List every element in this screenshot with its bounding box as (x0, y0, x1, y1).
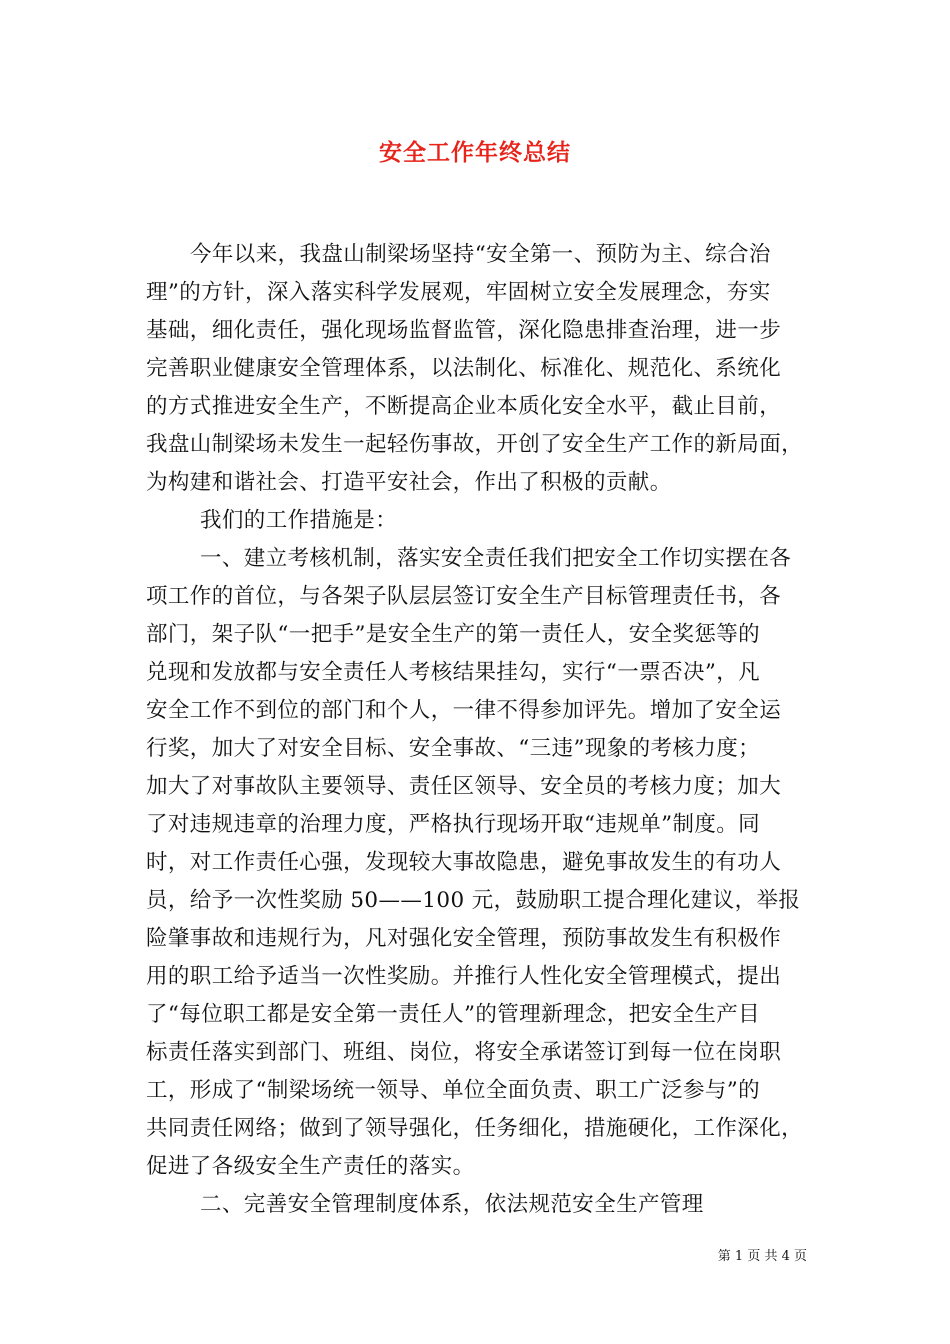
paragraph-line: 理”的方针，深入落实科学发展观，牢固树立安全发展理念，夯实 (146, 280, 771, 305)
paragraph-line: 我盘山制梁场未发生一起轻伤事故，开创了安全生产工作的新局面， (146, 432, 804, 457)
page-number: 第 1 页 共 4 页 (717, 1249, 807, 1264)
paragraph-line: 行奖，加大了对安全目标、安全事故、“三违”现象的考核力度； (146, 736, 761, 761)
paragraph-line: 的方式推进安全生产，不断提高企业本质化安全水平，截止目前， (146, 394, 782, 419)
paragraph-line: 险肇事故和违规行为，凡对强化安全管理，预防事故发生有积极作 (146, 926, 782, 951)
paragraph-line: 安全工作不到位的部门和个人，一律不得参加评先。增加了安全运 (146, 698, 782, 723)
paragraph-line: 今年以来，我盘山制梁场坚持“安全第一、预防为主、综合治 (190, 242, 771, 267)
paragraph-line: 时，对工作责任心强，发现较大事故隐患，避免事故发生的有功人 (146, 850, 782, 875)
paragraph-line: 促进了各级安全生产责任的落实。 (146, 1154, 475, 1179)
paragraph-line: 用的职工给予适当一次性奖励。并推行人性化安全管理模式，提出 (146, 964, 782, 989)
paragraph-line: 为构建和谐社会、打造平安社会，作出了积极的贡献。 (146, 470, 672, 495)
paragraph-line: 基础，细化责任，强化现场监督监管，深化隐患排查治理，进一步 (146, 318, 782, 343)
paragraph-line: 兑现和发放都与安全责任人考核结果挂勾，实行“一票否决”，凡 (146, 660, 761, 685)
paragraph-line: 了对违规违章的治理力度，严格执行现场开取“违规单”制度。同 (146, 812, 761, 837)
paragraph-line: 一、建立考核机制，落实安全责任我们把安全工作切实摆在各 (200, 546, 792, 571)
paragraph-line: 我们的工作措施是： (200, 508, 398, 533)
paragraph-line: 工，形成了“制梁场统一领导、单位全面负责、职工广泛参与”的 (146, 1078, 761, 1103)
paragraph-line: 员，给予一次性奖励 50——100 元，鼓励职工提合理化建议，举报 (146, 888, 801, 913)
paragraph-line: 部门，架子队“一把手”是安全生产的第一责任人，安全奖惩等的 (146, 622, 761, 647)
paragraph-line: 标责任落实到部门、班组、岗位，将安全承诺签订到每一位在岗职 (146, 1040, 782, 1065)
paragraph-line: 完善职业健康安全管理体系，以法制化、标准化、规范化、系统化 (146, 356, 782, 381)
paragraph-line: 共同责任网络；做到了领导强化，任务细化，措施硬化，工作深化， (146, 1116, 804, 1141)
paragraph-line: 了“每位职工都是安全第一责任人”的管理新理念，把安全生产目 (146, 1002, 761, 1027)
document-title: 安全工作年终总结 (379, 139, 571, 166)
section-heading: 二、完善安全管理制度体系，依法规范安全生产管理 (200, 1192, 704, 1217)
paragraph-line: 项工作的首位，与各架子队层层签订安全生产目标管理责任书，各 (146, 584, 782, 609)
paragraph-line: 加大了对事故队主要领导、责任区领导、安全员的考核力度；加大 (146, 774, 782, 799)
